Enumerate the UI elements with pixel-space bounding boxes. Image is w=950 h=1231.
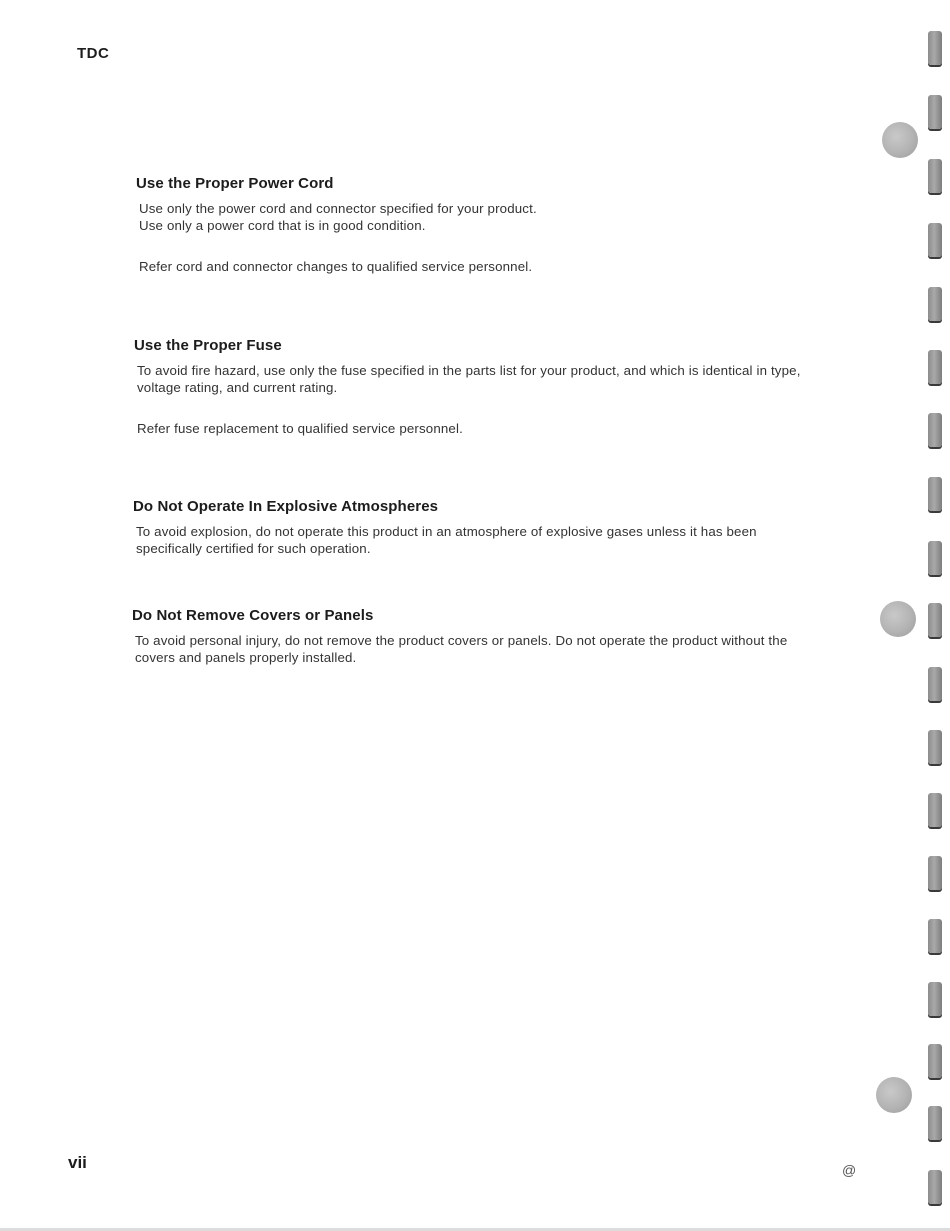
page-number: vii <box>68 1153 87 1172</box>
section-fuse <box>134 337 824 437</box>
section-title: Use the Proper Fuse <box>134 337 282 354</box>
section-text: Use only a power cord that is in good condition. <box>139 218 426 233</box>
section-explosive-atmospheres <box>133 498 823 557</box>
section-title: Do Not Operate In Explosive Atmospheres <box>133 498 439 515</box>
section-text: Refer fuse replacement to qualified service personnel. <box>137 421 463 436</box>
section-text: To avoid fire hazard, use only the fuse specified in the parts list for your product, and which is identical in type, voltage rating, and current rating. <box>137 363 801 395</box>
binding-hole <box>880 601 916 637</box>
binding-slot <box>928 95 942 129</box>
section-text: To avoid personal injury, do not remove the product covers or panels. Do not operate the product without the covers and panels properly installed. <box>135 633 788 665</box>
binding-slot <box>928 350 942 384</box>
binding-hole <box>876 1077 912 1113</box>
section-covers-panels <box>132 607 822 666</box>
binding-slot <box>928 856 942 890</box>
section-text: To avoid explosion, do not operate this product in an atmosphere of explosive gases unless it has been specifically certified for such operation. <box>136 524 757 556</box>
binding-slot <box>928 982 942 1016</box>
binding-slot <box>928 159 942 193</box>
binding-slot <box>928 541 942 575</box>
binding-slot <box>928 793 942 827</box>
section-text: Refer cord and connector changes to qualified service personnel. <box>139 259 533 274</box>
binding-slot <box>928 919 942 953</box>
section-text: Use only the power cord and connector specified for your product. <box>139 201 537 216</box>
corner-mark: @ <box>842 1162 857 1178</box>
binding-slot <box>928 1106 942 1140</box>
binding-slot <box>928 667 942 701</box>
binding-slot <box>928 603 942 637</box>
binding-slot <box>928 223 942 257</box>
binding-slot <box>928 287 942 321</box>
section-power-cord <box>136 175 826 275</box>
binding-slot <box>928 477 942 511</box>
binding-slot <box>928 31 942 65</box>
section-title: Do Not Remove Covers or Panels <box>132 607 374 624</box>
section-title: Use the Proper Power Cord <box>136 175 334 192</box>
document-code: TDC <box>77 45 110 62</box>
binding-slot <box>928 730 942 764</box>
binding-hole <box>882 122 918 158</box>
binding-slot <box>928 1170 942 1204</box>
binding-slot <box>928 413 942 447</box>
binding-slot <box>928 1044 942 1078</box>
